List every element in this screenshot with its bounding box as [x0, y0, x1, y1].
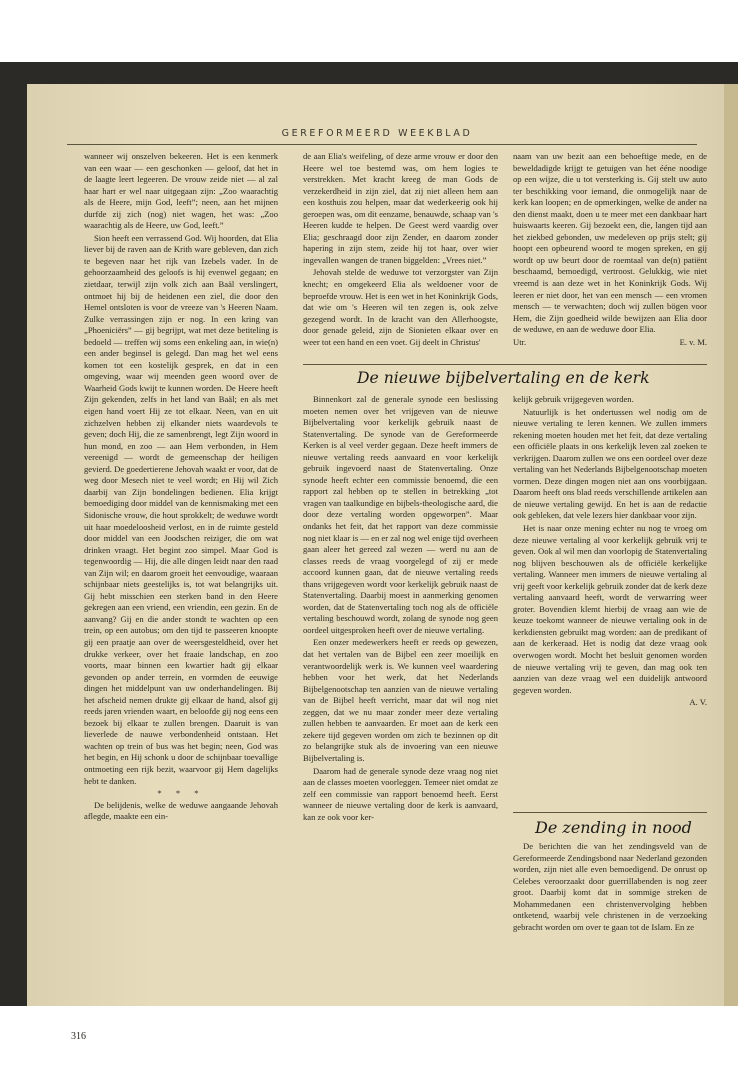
col1-paragraph-3: De belijdenis, welke de weduwe aangaande Jehovah aflegde, maakte een ein-: [84, 799, 278, 822]
col2-paragraph-1: de aan Elia's weifeling, of deze arme vrouw er door den Heere wel toe bestemd was, om hem logies te verstrekken. Met kracht kreeg de man Gods de verzekerdheid in zijn ziel, dat zij niet alleen hem aan een kosthuis zou helpen, maar dat wederkeerig ook hij geroepen was, om dit eenzame, benauwde, schaap van 's Heeren kudde te helpen. De Geest werd vaardig over Elia; geschraagd door zijn Zender, en daarom zonder hapering in zijn stem, zeide hij tot haar, over wier ingevallen wangen de tranen biggelden: „Vrees niet.”: [303, 151, 498, 265]
article-title-zending: De zending in nood: [535, 818, 692, 837]
zending-divider: [513, 812, 707, 813]
article2-paragraph-1: Binnenkort zal de generale synode een beslissing moeten nemen over het vrijgeven van de nieuwe Bijbelvertaling voor kerkelijk gebruik naast de Statenvertaling. De synode van de Gereformeerde Kerken is al veel verder gegaan. Deze heeft immers de nieuwe vertaling reeds aanvaard en voor kerkelijk gebruik ingevoerd naast de Statenvertaling. Onze synode heeft echter een commissie benoemd, die een rapport zal hebben op te stellen in betrekking „tot vragen van taalkundige en bijbels-theologische aard, die door deze vertaling worden opgeworpen”. Maar ondanks het feit, dat het rapport van deze commissie nog niet klaar is — en er zal nog wel enige tijd overheen gaan aleer het gereed zal wezen — werd nu aan de classes reeds de vraag voorgelegd of zij er mede accoord kunnen gaan, dat de nieuwe vertaling reeds thans vrijgegeven wordt voor kerkelijk gebruik naast de Statenvertaling. Daarbij moest in aanmerking genomen worden, dat de Statenvertaling toch nog als de officiële vertaling beschouwd wordt, zolang de synode nog geen oordeel uitgesproken heeft over de nieuwe vertaling.: [303, 394, 498, 635]
article2-paragraph-6: Het is naar onze mening echter nu nog te vroeg om deze nieuwe vertaling al voor kerkelijk gebruik vrij te geven. Ook al wil men dan voorlopig de Statenvertaling nog blijven beschouwen als de officiële kerkelijke vertaling. Wanneer men immers de nieuwe vertaling al vrij geeft voor kerkelijk gebruik zonder dat de kerk deze vertaling aanvaard heeft, wordt de verwarring weer groter. Bovendien klemt hierbij de vraag aan wie de keuze toekomt wanneer de nieuwe vertaling ook in de kerkdiensten gebruikt mag worden: aan de predikant of aan de kerkeraad. Het is nodig dat deze vraag ook overwogen wordt. Mocht het besluit genomen worden de nieuwe vertaling vrij te geven, dan mag ook ten aanzien van deze vraag wel een duidelijk antwoord gegeven worden.: [513, 523, 707, 695]
col2-paragraph-2: Jehovah stelde de weduwe tot verzorgster van Zijn knecht; en omgekeerd Elia als weldoener voor de beproefde vrouw. Het is een wet in het Koninkrijk Gods, dat wie om 's Heeren wil ten zegen is, ook zelve gezegend wordt. In de kracht van den Allerhoogste, door genade geleid, zijn de Sionieten elkaar over en weer tot een hand en een voet. Gij deelt in Christus': [303, 267, 498, 347]
page-edge: [724, 84, 738, 1006]
article2-column-3: [513, 394, 707, 709]
col1-paragraph-1: wanneer wij onszelven bekeeren. Het is een kenmerk van een waar — een geschonken — geloof, dat het in de laagte leert legeeren. De vrouw zeide niet — al zal haar hart er wel naar uitgegaan zijn: „Zoo waarachtig als de Heere, mijn God, leeft”; neen, aan het mijnen durfde zij zich (nog) niet wagen, het was: „Zoo waarachtig als de Heere, uw God, leeft.”: [84, 151, 278, 231]
article2-column-2: [303, 394, 498, 824]
column-3-top: [513, 151, 707, 348]
col1-paragraph-2: Sion heeft een verrassend God. Wij hoorden, dat Elia liever bij de raven aan de Krith ware gebleven, dan zich te begeven naar het rijk van Izebels vader. In de gehoorzaamheid des geloofs is hij evenwel gegaan; en zietdaar, terwijl zijn volk zich aan Baäl verslingert, ontmoet hij bij de heidenen een ziel, die door den Hemel ontsloten is voor de vreeze van 's Heeren Naam. Zulke verrassingen zijn er nog. In een kring van „Phoeniciërs” — gij begrijpt, wat met deze betiteling is bedoeld — treffen wij soms een enkeling aan, in wie(n) een ander beginsel is gelegd. Dan mag het wel eens komen tot een kostelijk gesprek, en dat in een omgeving, waar wij meenden geen woord over de Waarheid Gods kwijt te kunnen worden. De Heere heeft Zijn gekenden, zelfs in het land van Baäl; en als met eigen hand voert Hij ze tot elkaar. Neen, van en uit zichzelven hebben zij elkander niets waardevols te geven; doch Hij, die ze samenbrengt, legt Zijn woord in hun mond, en zoo — aan Hem verbonden, in Hem vereenigd — wordt de gemeenschap der heiligen gevierd. De goedertierene Jehovah waakt er voor, dat de weg door Mesech niet te veel wordt; en Hij wil Zich daarbij van Zijn bondelingen bedienen. Elia krijgt bemoediging door middel van de kennismaking met een Sidonische vrouw, die hout sprokkelt; de weduwe wordt uit haar moedeloosheid verlost, en in de ruimte gesteld door middel van een Joodschen reiziger, die om wat drinken vraagt. Het begint zoo simpel. Maar God is tegenwoordig — Hij, die alle dingen leidt naar den raad van Zijn wil; en daarom groeit het eenvoudige, waaraan schijnbaar niets geestelijks is, tot wat belangrijks uit. Gij hebt misschien een sterken band in den Heere gekregen aan een vriend, een vriendin, een gezin. En de aanvang? Gij en die ander stondt te wachten op een trein, op een autobus; om den tijd te passeeren knoopte gij een praatje aan over de weersgesteldheid, over het drukke verkeer, over het fraaie landschap, en zoo voorts, maar binnen een kwartier hadt gij elkaar gevonden op ander terrein, en vormden de eeuwige dingen het middelpunt van uw onderhandelingen. Bij het afscheid nemen drukte gij elkaar de hand, alsof gij reeds jaren vrienden waart, en beloofde gij nog eens een bezoek bij elkaar te zullen brengen. Daaruit is van lieverlede de nauwe verbondenheid ontstaan. Het wachten op trein of bus was het begin; neen, God was het begin, en Hij schonk u door de schijnbaar toevallige ontmoeting een rijk bezit, waarvoor gij Hem dagelijks hebt te danken.: [84, 232, 278, 786]
magazine-page: [27, 84, 727, 1042]
column-2-top: [303, 151, 498, 349]
signature-line: [513, 337, 707, 349]
article2-paragraph-2: Een onzer medewerkers heeft er reeds op gewezen, dat het vertalen van de Bijbel een zeer moeilijk en verantwoordelijk werk is. We kunnen veel waardering hebben voor het werk, dat het Nederlands Bijbelgenootschap ten aanzien van de nieuwe vertaling van de Bijbel heeft verricht, maar dat wil nog niet zeggen, dat we nu maar zonder meer deze vertaling zullen hebben te aanvaarden. Er moet aan de kerk een zekere tijd gegeven worden om zich te bezinnen op dit zo belangrijke stuk als de invoering van een nieuwe Bijbelvertaling is.: [303, 637, 498, 763]
col3-paragraph-1: naam van uw bezit aan een behoeftige mede, en de beweldadigde krijgt te getuigen van het ééne noodige op een wijze, die u tot versterking is. Gij stelt uw auto ter beschikking voor iemand, die onmogelijk naar de kerk kan loopen; en de opmerkingen, welke de ander na den dienst maakt, doen u te meer met een dankbaar hart huiswaarts keeren. Gij bezoekt een, die, langen tijd aan het ziekbed gebonden, uw medeleven op prijs stelt; gij hoopt een opbeurend woord te mogen spreken, en gij wordt op uw beurt door de roemtaal van de(n) patiënt beschaamd, bemoedigd, vertroost. Gelukkig, wie niet vreemd is aan deze wet in het Koninkrijk Gods. Wij leeren er niet door, het van een mensch — een vromen mensch — te verwachten; doch wij zullen bögen voor Hem, die Zijn goedheid wilde bewijzen aan Elia door de weduwe, en aan de weduwe door Elia.: [513, 151, 707, 335]
signature-place: Utr.: [513, 336, 527, 347]
column-1: [84, 151, 278, 824]
article-title-bijbelvertaling: De nieuwe bijbelvertaling en de kerk: [357, 369, 650, 387]
article3-column: [513, 841, 707, 934]
running-header: GEREFORMEERD WEEKBLAD: [281, 128, 473, 139]
article2-signature: A. V.: [689, 697, 707, 708]
section-stars: * * *: [157, 788, 205, 799]
article2-paragraph-3: Daarom had de generale synode deze vraag nog niet aan de classes moeten voorleggen. Temeer niet omdat ze zelf een commissie van rapport benoemd heeft. Eerst wanneer de nieuwe vertaling door de kerk is aanvaard, kan ze ook voor ker-: [303, 765, 498, 822]
article2-paragraph-5: Natuurlijk is het ondertussen wel nodig om de nieuwe vertaling te leren kennen. We zullen immers rekening moeten houden met het feit, dat deze vertaling een officiële plaats in ons kerkelijk leven zal zoeken te verkrijgen. Daarom zullen we ons een oordeel over deze vertaling van het Nederlands Bijbelgenootschap moeten vormen. Deze dingen mogen niet aan ons voorbijgaan. Daarom heeft ons blad reeds verschillende artikelen aan de nieuwe vertaling gewijd. En het is aan de redactie ook gebleken, dat vele lezers hier dankbaar voor zijn.: [513, 406, 707, 521]
header-rule: [67, 144, 697, 145]
article2-paragraph-4: kelijk gebruik vrijgegeven worden.: [513, 394, 634, 404]
page-number: 316: [71, 1031, 86, 1042]
article3-paragraph-1: De berichten die van het zendingsveld van de Gereformeerde Zendingsbond naar Nederland gezonden worden, zijn niet alle even bemoedigend. De onrust op Celebes veroorzaakt door guerrillabenden is nog zeer groot. Daarbij komt dat in sommige streken de Mohammedanen een christenvervolging hebben ontketend, waarbij vele christenen in de verzoeking gebracht worden om over te gaan tot de Islam. En ze: [513, 841, 707, 932]
article-divider: [303, 364, 707, 365]
signature-author: E. v. M.: [679, 336, 707, 347]
